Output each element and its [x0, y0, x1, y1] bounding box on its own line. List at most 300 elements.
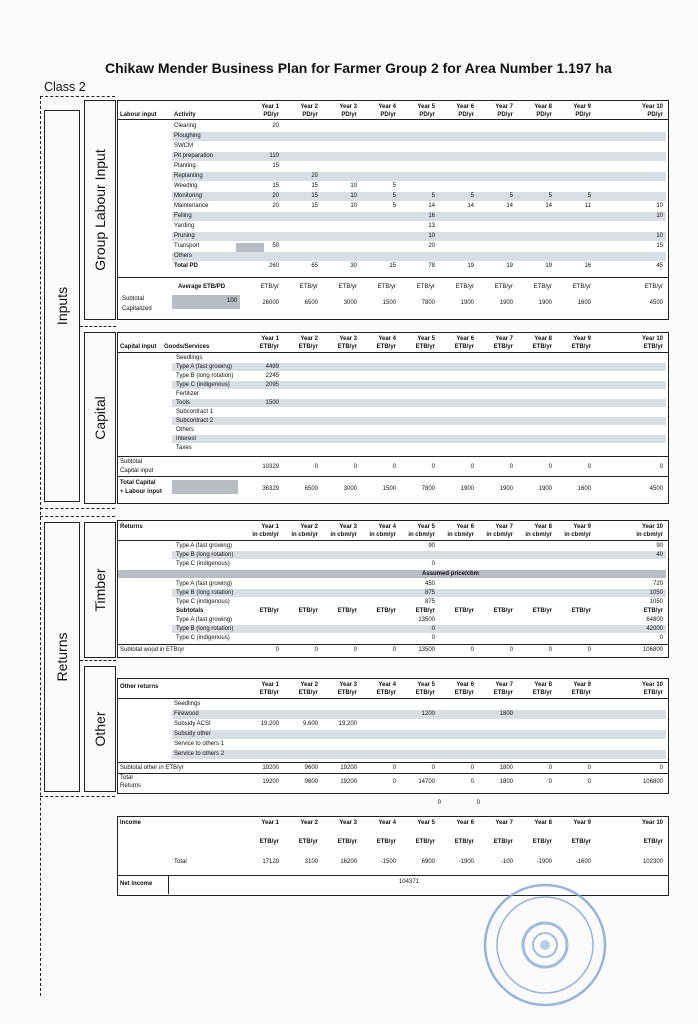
unit-header: in cbm/yr: [564, 532, 591, 538]
table-divider: [118, 456, 668, 457]
year-header: Year 1: [261, 524, 279, 530]
year-header: Year 4: [378, 524, 396, 530]
unit-header: ETB/yr: [454, 690, 474, 696]
table-divider: [118, 277, 668, 278]
avg-unit: ETB/yr: [533, 284, 552, 290]
labour-value: 14: [428, 203, 435, 209]
returns-frame-top: [40, 516, 115, 517]
avg-unit: ETB/yr: [377, 284, 396, 290]
table-divider: [118, 476, 668, 477]
labour-activity-label: Clearing: [174, 123, 197, 129]
year-header: Year 2: [300, 336, 318, 342]
year-header: Year 10: [641, 820, 663, 826]
unit-header: ETB/yr: [532, 839, 552, 845]
year-header: Year 9: [573, 820, 591, 826]
labour-value: 5: [431, 193, 435, 199]
capital-total: 6500: [304, 486, 318, 492]
outer-frame-top: [40, 96, 115, 97]
capital-total: 1900: [538, 486, 552, 492]
labour-table: [117, 100, 669, 320]
table-divider: [118, 352, 668, 353]
avg-unit: ETB/yr: [455, 284, 474, 290]
capital-item-label: Seedlings: [176, 355, 203, 361]
capital-corner-label: Capital input: [120, 344, 157, 350]
unit-header: ETB/yr: [376, 839, 396, 845]
timber-type-label: Type B (long rotation): [176, 552, 234, 558]
other-subtotal: 9600: [304, 765, 318, 771]
year-header: Year 4: [378, 104, 396, 110]
other-item-label: Service to others 2: [174, 751, 225, 757]
row-shade: [172, 750, 666, 759]
timber-subtotal: 13500: [418, 647, 435, 653]
timber-type-label: Type C (indigenous): [176, 561, 230, 567]
below-total-value: 0: [476, 800, 480, 806]
labour-value: 10: [350, 203, 357, 209]
labour-value: 15: [311, 183, 318, 189]
row-shade: [172, 435, 666, 443]
other-subtotal: 0: [587, 765, 591, 771]
inputs-frame-bottom: [40, 508, 115, 509]
capital-subtotal: 0: [587, 464, 591, 470]
table-divider: [118, 875, 668, 876]
subtotals-unit: ETB/yr: [643, 608, 663, 614]
value-y10: 64800: [646, 617, 663, 623]
income-total-value: 16200: [340, 859, 357, 865]
total-returns-value: 0: [587, 779, 591, 785]
capital-subtotal: 0: [659, 464, 663, 470]
capital-side-box: [84, 332, 116, 504]
labour-activity-label: Replanting: [174, 173, 203, 179]
unit-header: ETB/yr: [454, 839, 474, 845]
capital-value: 1500: [265, 400, 279, 406]
year-header: Year 8: [534, 820, 552, 826]
activity-header: Activity: [174, 112, 196, 118]
year-header: Year 1: [261, 682, 279, 688]
labour-subtotal: 26000: [262, 300, 279, 306]
total-returns-value: 0: [548, 779, 552, 785]
timber-side-label: Timber: [92, 568, 108, 612]
unit-header: PD/yr: [497, 112, 513, 118]
timber-volume-y10: 90: [656, 543, 663, 549]
capital-item-label: Subcontract 1: [176, 409, 214, 415]
labour-subtotal: 7800: [421, 300, 435, 306]
labour-subtotal: 1900: [538, 300, 552, 306]
unit-header: PD/yr: [263, 112, 279, 118]
capitalized-label: Capitalized: [122, 306, 152, 312]
income-total-value: -1900: [536, 859, 552, 865]
subtotal-wood-label: Subtotal wood in ETB/yr: [120, 647, 185, 653]
unit-header: ETB/yr: [643, 839, 663, 845]
subtotals-unit: ETB/yr: [532, 608, 552, 614]
capital-subtotal: 0: [392, 464, 396, 470]
other-subtotal: 0: [431, 765, 435, 771]
capital-total: 7800: [421, 486, 435, 492]
unit-header: in cbm/yr: [486, 532, 513, 538]
other-subtotal: 0: [548, 765, 552, 771]
assumed-price-band: [118, 570, 666, 578]
below-total-value: 0: [437, 800, 441, 806]
capital-item-label: Type C (indigenous): [176, 382, 230, 388]
income-total-value: -1600: [575, 859, 591, 865]
unit-header: in cbm/yr: [330, 532, 357, 538]
timber-volume-y5: 90: [428, 543, 435, 549]
value-y5: 0: [431, 635, 435, 641]
timber-volume-y10: 40: [656, 552, 663, 558]
inputs-side-label: Inputs: [54, 286, 70, 326]
year-header: Year 6: [456, 336, 474, 342]
unit-header: ETB/yr: [571, 839, 591, 845]
capital-input-label: Capital input: [120, 468, 154, 474]
other-item-label: Subsidy ACSI: [174, 721, 211, 727]
total-returns-value: 0: [470, 779, 474, 785]
other-value: 1800: [499, 711, 513, 717]
price-y10: 720: [652, 581, 663, 587]
labour-value: 13: [428, 223, 435, 229]
year-header: Year 3: [339, 820, 357, 826]
labour-value: 78: [428, 263, 435, 269]
capital-item-label: Fertilizer: [176, 391, 200, 397]
timber-subtotal: 106800: [642, 647, 663, 653]
unit-header: ETB/yr: [643, 344, 663, 350]
subtotals-label: Subtotals: [176, 608, 204, 614]
year-header: Year 2: [300, 524, 318, 530]
unit-header: ETB/yr: [643, 690, 663, 696]
capital-table: [117, 332, 669, 504]
income-total-label: Total: [174, 859, 187, 865]
labour-value: 45: [656, 263, 663, 269]
labour-value: 15: [389, 263, 396, 269]
year-header: Year 2: [300, 820, 318, 826]
unit-header: ETB/yr: [415, 690, 435, 696]
labour-activity-label: Total PD: [174, 263, 198, 269]
labour-value: 5: [392, 183, 396, 189]
value-type-label: Type A (fast growing): [176, 617, 233, 623]
labour-activity-label: Ploughing: [174, 133, 201, 139]
row-shade: [172, 252, 666, 261]
subtotals-unit: ETB/yr: [337, 608, 357, 614]
income-total-value: 102300: [642, 859, 663, 865]
unit-header: in cbm/yr: [525, 532, 552, 538]
other-subtotal: 1800: [499, 765, 513, 771]
capital-subtotal: 10329: [262, 464, 279, 470]
unit-header: in cbm/yr: [408, 532, 435, 538]
value-y10: 42000: [646, 626, 663, 632]
capital-subtotal: 0: [548, 464, 552, 470]
total-returns-label-2: Returns: [120, 783, 142, 789]
unit-header: ETB/yr: [376, 690, 396, 696]
other-returns-table: [117, 678, 669, 806]
labour-corner-label: Labour input: [120, 112, 157, 118]
year-header: Year 5: [417, 820, 435, 826]
unit-header: PD/yr: [575, 112, 591, 118]
labour-value: 5: [548, 193, 552, 199]
subtotals-unit: ETB/yr: [259, 608, 279, 614]
timber-corner-label: Returns: [120, 524, 143, 530]
labour-value: 15: [311, 193, 318, 199]
row-shade: [172, 172, 666, 181]
capital-subtotal: 0: [509, 464, 513, 470]
labour-value: 15: [311, 203, 318, 209]
year-header: Year 7: [495, 104, 513, 110]
timber-subtotal: 0: [509, 647, 513, 653]
labour-activity-label: Weeding: [174, 183, 198, 189]
official-stamp: [480, 880, 610, 1010]
income-corner-label: Income: [120, 820, 142, 826]
timber-subtotal: 0: [470, 647, 474, 653]
income-total-value: -100: [500, 859, 513, 865]
labour-value: 110: [269, 153, 279, 159]
table-divider: [118, 540, 668, 541]
unit-header: ETB/yr: [259, 690, 279, 696]
timber-subtotal: 0: [314, 647, 318, 653]
unit-header: in cbm/yr: [447, 532, 474, 538]
other-subtotal: 0: [470, 765, 474, 771]
avg-unit: ETB/yr: [644, 284, 663, 290]
income-total-value: 17129: [262, 859, 279, 865]
unit-header: in cbm/yr: [369, 532, 396, 538]
year-header: Year 4: [378, 820, 396, 826]
labour-subtotal: 1500: [382, 300, 396, 306]
year-header: Year 1: [261, 104, 279, 110]
unit-header: ETB/yr: [415, 839, 435, 845]
labour-value: 15: [656, 243, 663, 249]
price-y5: 875: [424, 590, 435, 596]
year-header: Year 3: [339, 682, 357, 688]
labour-value: 16: [428, 213, 435, 219]
table-divider: [118, 119, 668, 120]
subtotal-label: Subtotal: [122, 296, 145, 302]
group-labour-side-box: [84, 100, 116, 320]
year-header: Year 9: [573, 524, 591, 530]
table-divider: [118, 762, 668, 763]
labour-value: 20: [428, 243, 435, 249]
unit-header: ETB/yr: [454, 344, 474, 350]
year-header: Year 7: [495, 682, 513, 688]
year-header: Year 3: [339, 336, 357, 342]
unit-header: ETB/yr: [298, 690, 318, 696]
capital-item-label: Interest: [176, 436, 197, 442]
labour-subtotal: 1900: [499, 300, 513, 306]
year-header: Year 5: [417, 104, 435, 110]
capital-total: 36329: [262, 486, 279, 492]
year-header: Year 7: [495, 336, 513, 342]
unit-header: ETB/yr: [337, 839, 357, 845]
year-header: Year 1: [261, 820, 279, 826]
labour-input-label: + Labour input: [120, 489, 162, 495]
labour-value: 5: [392, 193, 396, 199]
value-y5: 0: [431, 626, 435, 632]
other-value: 19,200: [338, 721, 357, 727]
class-label: Class 2: [44, 80, 86, 94]
avg-unit: ETB/yr: [416, 284, 435, 290]
page-title: Chikaw Mender Business Plan for Farmer Group 2 for Area Number 1.197 ha: [105, 60, 612, 76]
price-y5: 875: [424, 599, 435, 605]
unit-header: PD/yr: [536, 112, 552, 118]
other-corner-label: Other returns: [120, 684, 159, 690]
year-header: Year 9: [573, 336, 591, 342]
labour-activity-label: Monitoring: [174, 193, 203, 199]
unit-header: PD/yr: [419, 112, 435, 118]
income-total-value: 6900: [421, 859, 435, 865]
other-value: 1200: [421, 711, 435, 717]
labour-value: 65: [311, 263, 318, 269]
row-shade: [172, 417, 666, 425]
year-header: Year 2: [300, 104, 318, 110]
year-header: Year 6: [456, 682, 474, 688]
labour-activity-label: Others: [174, 253, 193, 259]
assumed-price-label: Assumed price/cbm: [422, 571, 480, 577]
other-subtotal: 19200: [340, 765, 357, 771]
total-returns-label: Total: [120, 775, 133, 781]
capital-total: 1900: [499, 486, 513, 492]
year-header: Year 8: [534, 104, 552, 110]
labour-value: 5: [587, 193, 591, 199]
avg-unit: ETB/yr: [299, 284, 318, 290]
labour-value: 5: [470, 193, 474, 199]
total-returns-value: 19200: [262, 779, 279, 785]
year-header: Year 6: [456, 820, 474, 826]
total-returns-value: 0: [392, 779, 396, 785]
labour-value: 10: [656, 213, 663, 219]
capital-total: 1900: [460, 486, 474, 492]
unit-header: PD/yr: [302, 112, 318, 118]
labour-value: 50: [272, 243, 279, 249]
returns-frame-bottom: [40, 796, 115, 797]
other-subtotal: 0: [659, 765, 663, 771]
labour-value: 5: [509, 193, 513, 199]
capital-item-label: Type B (long rotation): [176, 373, 234, 379]
capital-total: 4500: [649, 486, 663, 492]
capital-total: 1600: [577, 486, 591, 492]
other-value: 19,200: [260, 721, 279, 727]
labour-dash: [80, 326, 116, 327]
year-header: Year 6: [456, 524, 474, 530]
net-income-label: Net income: [120, 881, 153, 887]
year-header: Year 7: [495, 524, 513, 530]
inputs-side-box: [44, 110, 80, 502]
price-y10: 1050: [649, 599, 663, 605]
capital-side-label: Capital: [92, 396, 108, 440]
unit-header: ETB/yr: [532, 344, 552, 350]
avg-unit: ETB/yr: [572, 284, 591, 290]
total-returns-value: 14700: [418, 779, 435, 785]
labour-activity-label: Transport: [174, 243, 200, 249]
capital-value: 4489: [265, 364, 279, 370]
other-item-label: Service to others 1: [174, 741, 225, 747]
labour-value: 15: [272, 163, 279, 169]
table-divider: [118, 644, 668, 645]
year-header: Year 8: [534, 682, 552, 688]
unit-header: PD/yr: [341, 112, 357, 118]
total-returns-value: 19200: [340, 779, 357, 785]
income-total-value: 3100: [304, 859, 318, 865]
unit-header: ETB/yr: [493, 344, 513, 350]
subtotals-unit: ETB/yr: [454, 608, 474, 614]
subtotals-unit: ETB/yr: [415, 608, 435, 614]
avg-unit: ETB/yr: [260, 284, 279, 290]
capital-total: 1500: [382, 486, 396, 492]
year-header: Year 5: [417, 524, 435, 530]
row-shade: [172, 132, 666, 141]
total-returns-value: 9600: [304, 779, 318, 785]
other-item-label: Seedlings: [174, 701, 201, 707]
labour-activity-label: Planting: [174, 163, 196, 169]
year-header: Year 4: [378, 336, 396, 342]
year-header: Year 9: [573, 682, 591, 688]
year-header: Year 10: [641, 524, 663, 530]
net-income-divider: [168, 875, 169, 894]
total-capital-box: [172, 480, 238, 494]
avg-unit: ETB/yr: [494, 284, 513, 290]
timber-type-label: Type A (fast growing): [176, 543, 233, 549]
capital-subtotal: 0: [353, 464, 357, 470]
unit-header: in cbm/yr: [252, 532, 279, 538]
subtotals-unit: ETB/yr: [571, 608, 591, 614]
other-item-label: Subsidy other: [174, 731, 211, 737]
labour-activity-label: Maintenance: [174, 203, 209, 209]
income-total-value: -1500: [380, 859, 396, 865]
price-type-label: Type C (indigenous): [176, 599, 230, 605]
labour-value: 10: [656, 233, 663, 239]
value-y10: 0: [659, 635, 663, 641]
labour-value: 5: [392, 203, 396, 209]
capital-item-label: Taxes: [176, 445, 192, 451]
returns-side-box: [44, 522, 80, 792]
timber-side-box: [84, 522, 116, 658]
unit-header: ETB/yr: [571, 344, 591, 350]
labour-value: 11: [584, 203, 591, 209]
total-returns-value: 106800: [642, 779, 663, 785]
other-subtotal: 0: [392, 765, 396, 771]
year-header: Year 10: [641, 336, 663, 342]
unit-header: ETB/yr: [415, 344, 435, 350]
total-returns-value: 1800: [499, 779, 513, 785]
year-header: Year 8: [534, 336, 552, 342]
labour-value: 20: [272, 203, 279, 209]
unit-header: in cbm/yr: [291, 532, 318, 538]
avg-unit: ETB/yr: [338, 284, 357, 290]
value-y5: 13500: [418, 617, 435, 623]
unit-header: ETB/yr: [298, 839, 318, 845]
labour-value: 19: [545, 263, 552, 269]
labour-subtotal: 3000: [343, 300, 357, 306]
labour-activity-label: SWCM: [174, 143, 193, 149]
labour-value: 19: [467, 263, 474, 269]
labour-subtotal: 1900: [460, 300, 474, 306]
year-header: Year 9: [573, 104, 591, 110]
other-subtotal-label: Subtotal other in ETB/yr: [120, 765, 184, 771]
capital-value: 2095: [265, 382, 279, 388]
unit-header: ETB/yr: [337, 344, 357, 350]
price-y5: 450: [424, 581, 435, 587]
year-header: Year 5: [417, 682, 435, 688]
unit-header: ETB/yr: [298, 344, 318, 350]
row-shade: [172, 551, 666, 559]
subtotals-unit: ETB/yr: [376, 608, 396, 614]
capital-item-label: Others: [176, 427, 195, 433]
year-header: Year 6: [456, 104, 474, 110]
unit-header: PD/yr: [380, 112, 396, 118]
outer-frame-left: [40, 96, 41, 996]
capital-item-label: Tools: [176, 400, 191, 406]
year-header: Year 8: [534, 524, 552, 530]
unit-header: ETB/yr: [259, 344, 279, 350]
timber-subtotal: 0: [392, 647, 396, 653]
table-divider: [118, 773, 668, 774]
returns-side-label: Returns: [54, 632, 70, 682]
other-side-label: Other: [92, 711, 108, 747]
year-header: Year 4: [378, 682, 396, 688]
